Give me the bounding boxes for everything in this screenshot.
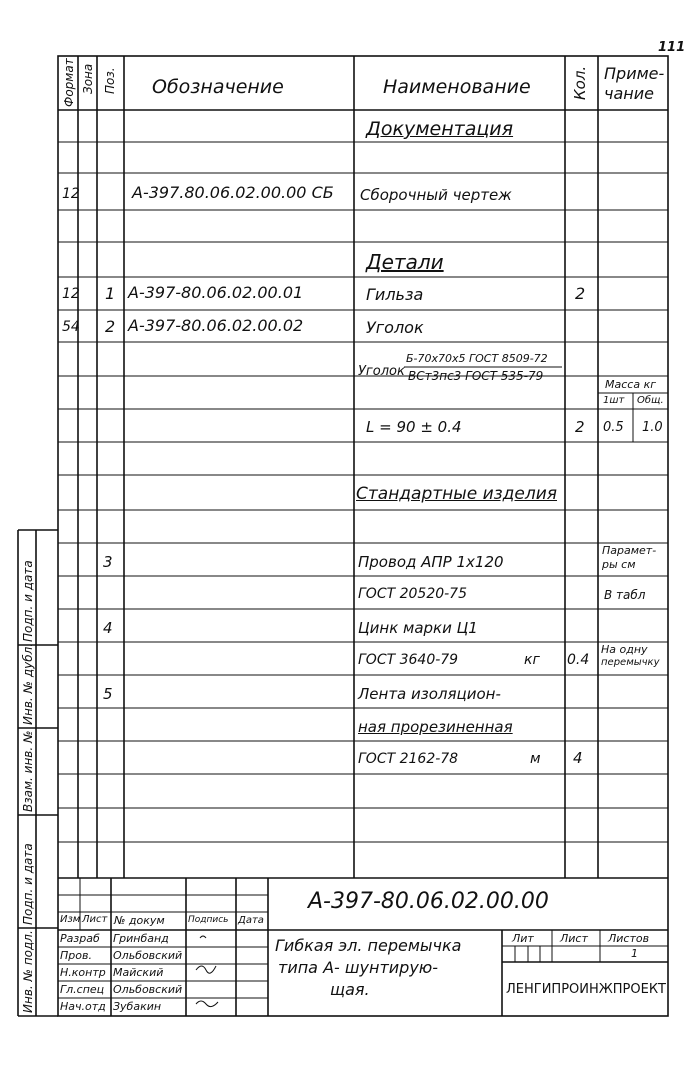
side-label-orig-inv: Инв. № подл. [21,930,35,1013]
r5-name: L = 90 ± 0.4 [366,418,462,436]
r2-format: 12 [62,286,80,302]
sheets-value: 1 [631,947,638,960]
r4-numerator: Б-70х70х5 ГОСТ 8509-72 [406,352,548,365]
s3-pos: 4 [103,619,113,637]
s6-name: ная прорезиненная [358,718,513,736]
header-designation: Обозначение [152,76,284,98]
s5-name: Лента изоляцион- [358,685,501,703]
col-sign: Подпись [188,915,229,925]
s4-unit: кг [524,652,540,668]
s4-note-1: На одну [601,643,648,656]
col-date: Дата [238,915,264,926]
section-details: Детали [366,250,444,274]
r2-designation: А-397-80.06.02.00.01 [128,283,304,302]
section-standard-items: Стандартные изделия [356,484,558,504]
s2-note: В табл [604,588,646,602]
header-note-2: чание [604,84,654,103]
r3-format: 54 [62,319,80,335]
lit-label: Лит [512,932,534,945]
organization-name: ЛЕНГИПРОИНЖПРОЕКТ [506,982,666,997]
side-label-dup-inv: Инв. № дубл. [21,642,35,725]
sheet-label: Лист [560,932,588,945]
r3-pos: 2 [105,317,116,336]
r4-denominator: ВСт3пс3 ГОСТ 535-79 [408,369,544,383]
section-documentation: Документация [366,118,514,140]
r1-name: Сборочный чертеж [360,186,512,204]
s1-name: Провод АПР 1х120 [358,553,504,571]
r4-name-prefix: Уголок [358,364,405,379]
person-name-1: Гринбанд [113,932,169,945]
s7-unit: м [530,751,541,767]
header-note-1: Приме- [604,64,665,83]
title-doc-number: А-397-80.06.02.00.00 [308,889,549,914]
side-label-replace-inv: Взам. инв. № [21,730,35,812]
header-zone: Зона [81,63,95,94]
s3-name: Цинк марки Ц1 [358,619,478,637]
s1-pos: 3 [103,553,113,571]
person-role-2: Пров. [60,949,92,962]
person-role-4: Гл.спец [60,983,105,996]
s7-qty: 4 [573,749,583,767]
title-line-3: щая. [330,980,370,999]
header-qty: Кол. [571,65,589,100]
person-role-3: Н.контр [60,966,106,979]
s7-name: ГОСТ 2162-78 [358,751,459,767]
person-role-5: Нач.отд [60,1000,106,1013]
r5-mass-unit: 0.5 [603,420,624,435]
person-name-2: Ольбовский [113,949,183,962]
r3-name: Уголок [366,318,424,337]
col-list: Лист [82,914,108,925]
r3-designation: А-397-80.06.02.00.02 [128,316,304,335]
r1-format: 12 [62,186,80,202]
person-role-1: Разраб [60,932,100,945]
s4-note-2: перемычку [601,657,660,668]
s4-name: ГОСТ 3640-79 [358,652,459,668]
side-label-sign-date-2: Подп. и дата [21,843,35,925]
r2-name: Гильза [366,285,424,304]
s2-name: ГОСТ 20520-75 [358,586,467,602]
mass-unit-label: 1шт [603,395,625,406]
s1-note-1: Парамет- [602,544,657,557]
col-izm: Изм [60,914,81,925]
title-line-2: типа А- шунтирую- [278,958,439,977]
person-name-3: Майский [113,966,164,979]
sheets-label: Листов [608,932,650,945]
s5-pos: 5 [103,685,113,703]
mass-total-label: Общ. [637,395,664,406]
page-number: 111 [658,40,686,55]
person-name-4: Ольбовский [113,983,183,996]
header-name: Наименование [383,76,531,98]
r2-qty: 2 [575,284,586,303]
col-doc: № докум [114,914,165,927]
title-line-1: Гибкая эл. перемычка [275,936,462,955]
person-name-5: Зубакин [113,1000,162,1013]
r5-qty: 2 [575,418,585,436]
r5-mass-total: 1.0 [642,420,663,435]
r1-designation: А-397.80.06.02.00.00 СБ [132,183,334,202]
s1-note-2: ры см [602,558,636,571]
side-label-sign-date-1: Подп. и дата [21,560,35,642]
s4-qty: 0.4 [567,652,590,668]
r2-pos: 1 [105,284,116,303]
header-format: Формат [62,58,76,107]
header-pos: Поз. [103,67,117,94]
mass-title: Масса кг [605,378,656,391]
